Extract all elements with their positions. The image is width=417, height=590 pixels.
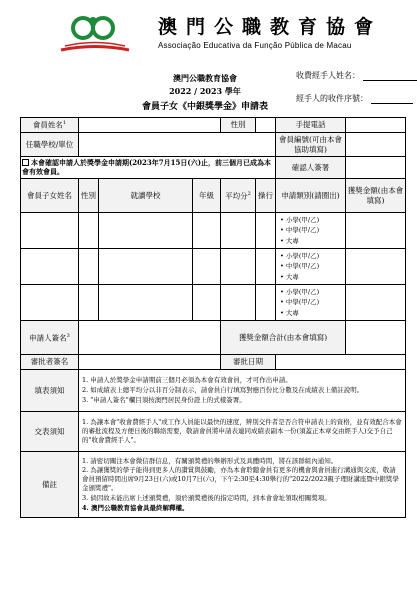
receiver-field[interactable] [296, 70, 417, 81]
col-category: 申請類別(請圈出) [276, 179, 346, 213]
academic-year: 2022 / 2023 學年 [169, 86, 241, 96]
org-name-portuguese: Associação Educativa da Função Pública de Macau [158, 41, 352, 50]
phone-label: 手提電話 [276, 118, 346, 133]
amount-cell [346, 213, 406, 249]
total-amount-label: 獲獎金額合計(由本會填寫) [221, 321, 346, 355]
confirm-row[interactable] [21, 157, 276, 179]
amount-cell [346, 249, 406, 285]
review-date-label: 審批日期 [221, 355, 276, 370]
confirm-sign-input[interactable] [346, 157, 406, 179]
average-input[interactable] [221, 249, 256, 285]
workplace-input[interactable] [79, 133, 276, 157]
confirm-checkbox[interactable] [22, 159, 29, 166]
col-conduct: 操行 [256, 179, 276, 213]
workplace-label: 任職學校/單位 [21, 133, 79, 157]
child-gender-input[interactable] [79, 285, 99, 321]
conduct-input[interactable] [256, 249, 276, 285]
col-child-name: 會員子女姓名 [21, 179, 79, 213]
school-input[interactable] [99, 285, 193, 321]
association-logo-icon [55, 10, 135, 55]
application-form-table [20, 117, 406, 518]
confirm-sign-label: 確認人簽署 [276, 157, 346, 179]
assoc-line: 澳門公職教育協會 [173, 73, 237, 83]
applicant-sign-label: 申請人簽名$^3$ [21, 321, 79, 355]
table-row [21, 249, 406, 285]
grade-input[interactable] [193, 285, 221, 321]
table-row [21, 285, 406, 321]
org-name-chinese: 澳門公職教育協會 [158, 16, 383, 38]
conduct-input[interactable] [256, 285, 276, 321]
submit-instructions: 1. 為讓本會"收會費經手人"或工作人員能以最快的速度，辨別交件者是否合符申請表上的資格，並有效配合本會的審批流程及方便日後的聯絡需要，敬請會員將申請表連同成績表副本一份(須蓋正本章交由經手人)交予自己的"收會費經手人"。 [79, 412, 406, 452]
gender-input[interactable] [256, 118, 276, 133]
fill-instructions-label: 填表須知 [21, 370, 79, 412]
amount-cell [346, 285, 406, 321]
table-row [21, 213, 406, 249]
receipt-no-field[interactable] [296, 93, 413, 104]
child-gender-input[interactable] [79, 213, 99, 249]
form-title: 會員子女《中銀獎學金》申請表 [141, 102, 268, 112]
gender-label: 性別 [221, 118, 256, 133]
col-gender: 性別 [79, 179, 99, 213]
reviewer-sign-input[interactable] [79, 355, 221, 370]
total-amount-cell [346, 321, 406, 355]
receiver-label: 收費經手人姓名： [296, 71, 360, 80]
average-input[interactable] [221, 285, 256, 321]
remarks: 1. 請密切關注本會微信群信息，有關頒獎禮的舉辦形式及具體時間，將在該群組內通知。 2. 為讓獲獎的學子能得到更多人的讚賞與鼓勵，亦為本會聆聽會員有更多的機會與會員進行溝通與交流，敬請會員預留時間出席9月23日(六)或10月7日(六)，下午2:30至4:30舉行的"2022/2023親子理財講座暨中銀獎學金頒獎禮"。 3. 倘因故未能出席上述頒獎禮，須於頒獎禮後的指定時間，到本會會址領取相關獎項。 4. 澳門公職教育協會具最終解釋權。 [79, 452, 406, 518]
grade-input[interactable] [193, 249, 221, 285]
col-amount: 獲獎金額(由本會填寫) [346, 179, 406, 213]
school-input[interactable] [99, 213, 193, 249]
applicant-sign-input[interactable] [79, 321, 221, 355]
average-input[interactable] [221, 213, 256, 249]
col-average: 平均分$^2$ [221, 179, 256, 213]
remarks-label: 備註 [21, 452, 79, 518]
confirm-text: 本會確認申請人於獎學金申請期(2023年7月15日(六)止，前三個月已成為本會有效會員。 [22, 157, 272, 176]
col-school: 就讀學校 [99, 179, 193, 213]
conduct-input[interactable] [256, 213, 276, 249]
category-options[interactable]: • 小學(甲/乙) • 中學(甲/乙) • 大專 [276, 249, 346, 285]
category-options[interactable]: • 小學(甲/乙) • 中學(甲/乙) • 大專 [276, 213, 346, 249]
category-options[interactable]: • 小學(甲/乙) • 中學(甲/乙) • 大專 [276, 285, 346, 321]
receipt-no-label: 經手人的收件序號： [296, 94, 368, 103]
member-name-label: 會員姓名$^1$ [21, 118, 79, 133]
submit-instructions-label: 交表須知 [21, 412, 79, 452]
child-gender-input[interactable] [79, 249, 99, 285]
member-no-input[interactable] [346, 133, 406, 157]
member-name-input[interactable] [79, 118, 221, 133]
member-no-label: 會員編號(可由本會協助填寫) [276, 133, 346, 157]
phone-input[interactable] [346, 118, 406, 133]
reviewer-sign-label: 審批者簽名 [21, 355, 79, 370]
grade-input[interactable] [193, 213, 221, 249]
school-input[interactable] [99, 249, 193, 285]
child-name-input[interactable] [21, 285, 79, 321]
col-grade: 年級 [193, 179, 221, 213]
child-name-input[interactable] [21, 249, 79, 285]
child-name-input[interactable] [21, 213, 79, 249]
review-date-input[interactable] [276, 355, 406, 370]
fill-instructions: 1. 申請人於獎學金申請期前三個月必須為本會有效會員，才可作出申請。 2. 如成績表上總平均分以非百分制表示，請會員自行填寫對應百份比分數及在成績表上備註說明。 3. "申請人簽名"欄目須按澳門居民身份證上的式樣簽署。 [79, 370, 406, 412]
